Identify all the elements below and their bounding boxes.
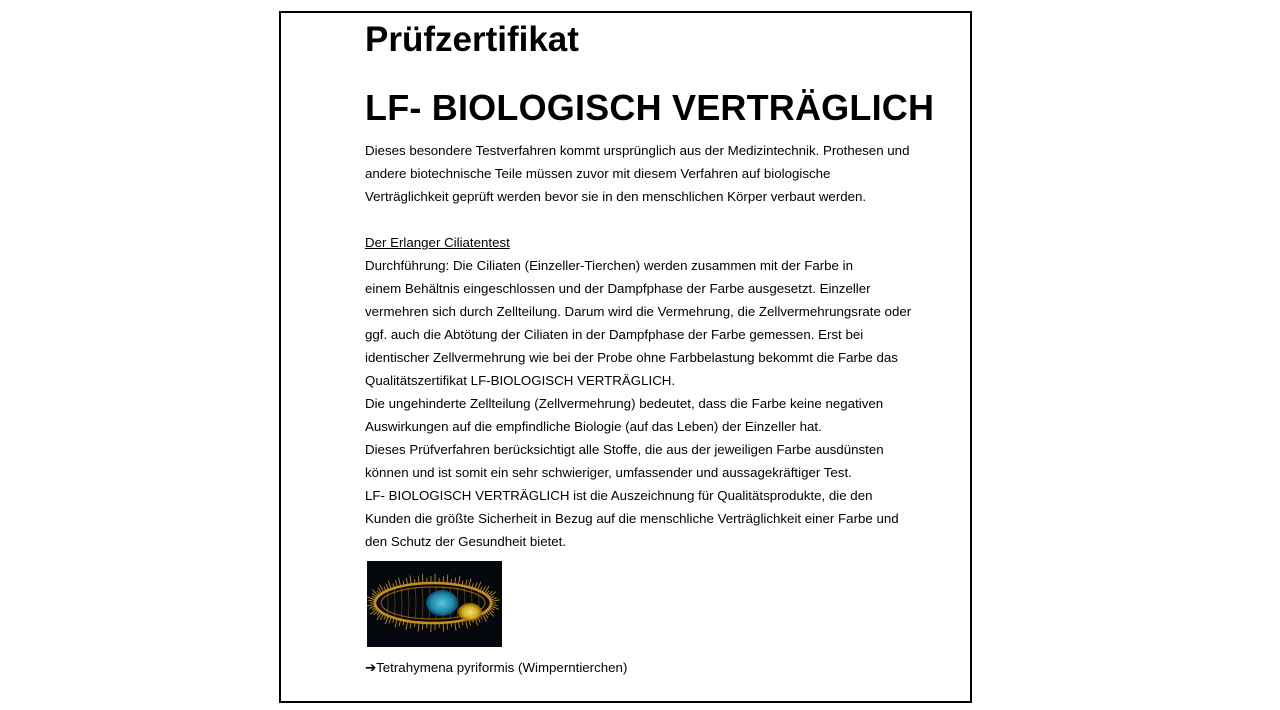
- paragraph-spacer: [365, 208, 925, 231]
- test-description: [365, 231, 925, 553]
- figure-caption: ➔Tetrahymena pyriformis (Wimperntierchen): [365, 660, 628, 675]
- ciliate-micrograph: [367, 561, 502, 647]
- intro-line: Verträglichkeit geprüft werden bevor sie in den menschlichen Körper verbaut werden.: [365, 189, 867, 204]
- cilium: [422, 574, 423, 583]
- intro-line: Dieses besondere Testverfahren kommt ursprünglich aus der Medizintechnik. Prothesen und: [365, 143, 910, 158]
- page-title: Prüfzertifikat: [365, 20, 579, 59]
- section-heading: Der Erlanger Ciliatentest: [365, 235, 510, 250]
- body-line: können und ist somit ein sehr schwieriger, umfassender und aussagekräftiger Test.: [365, 465, 852, 480]
- body-line: identischer Zellvermehrung wie bei der Probe ohne Farbbelastung bekommt die Farbe das: [365, 350, 898, 365]
- body-line: Auswirkungen auf die empfindliche Biologie (auf das Leben) der Einzeller hat.: [365, 419, 822, 434]
- document-content: [365, 19, 935, 679]
- cell-nucleus: [426, 590, 458, 616]
- body-line: ggf. auch die Abtötung der Ciliaten in der Dampfphase der Farbe gemessen. Erst bei: [365, 327, 864, 342]
- certificate-name: LF- BIOLOGISCH VERTRÄGLICH: [365, 87, 935, 128]
- body-line: einem Behältnis eingeschlossen und der Dampfphase der Farbe ausgesetzt. Einzeller: [365, 281, 871, 296]
- body-line: den Schutz der Gesundheit bietet.: [365, 534, 567, 549]
- cilium: [443, 623, 444, 632]
- document-page: [279, 11, 972, 703]
- body-line: Dieses Prüfverfahren berücksichtigt alle Stoffe, die aus der jeweiligen Farbe ausdünsten: [365, 442, 884, 457]
- body-line: Die ungehinderte Zellteilung (Zellvermehrung) bedeutet, dass die Farbe keine negativen: [365, 396, 884, 411]
- intro-line: andere biotechnische Teile müssen zuvor mit diesem Verfahren auf biologische: [365, 166, 831, 181]
- oral-apparatus: [458, 603, 482, 621]
- body-line: Qualitätszertifikat LF-BIOLOGISCH VERTRÄGLICH.: [365, 373, 676, 388]
- body-line: vermehren sich durch Zellteilung. Darum wird die Vermehrung, die Zellvermehrungsrate oder: [365, 304, 912, 319]
- body-line: LF- BIOLOGISCH VERTRÄGLICH ist die Auszeichnung für Qualitätsprodukte, die den: [365, 488, 873, 503]
- ciliate-image: [367, 561, 502, 647]
- body-line: Kunden die größte Sicherheit in Bezug auf die menschliche Verträglichkeit einer Farbe und: [365, 511, 899, 526]
- intro-paragraph: [365, 139, 925, 208]
- body-line: Durchführung: Die Ciliaten (Einzeller-Tierchen) werden zusammen mit der Farbe in: [365, 258, 853, 273]
